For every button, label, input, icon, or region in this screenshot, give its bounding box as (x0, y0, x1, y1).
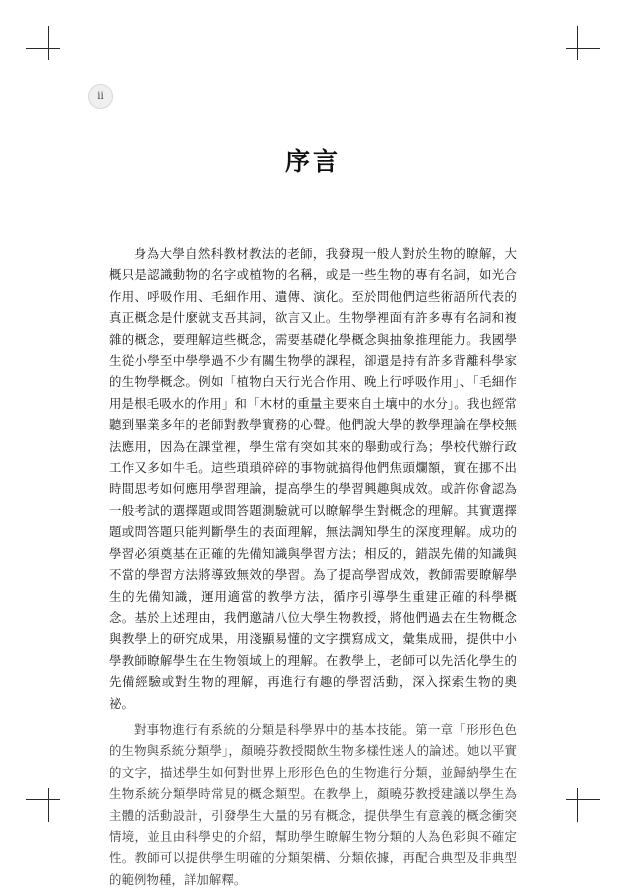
crop-mark-bottom-left (26, 788, 60, 822)
paragraph: 對事物進行有系統的分類是科學界中的基本技能。第一章「形形色色的生物與系統分類學」，顏曉芬教授閱飲生物多樣性迷人的論述。她以平實的文字，描述學生如何對世界上形形色色的生物進行分類，並歸納學生在生物系統分類學時常見的概念類型。在教學上，顏曉芬教授建議以學生為主體的活動設計，引發學生大量的另有概念，提供學生有意義的概念衝突情境，並且由科學史的介紹，幫助學生瞭解生物分類的人為色彩與不確定性。教師可以提供學生明確的分類架構、分類依據，再配合典型及非典型的範例物種，詳加解釋。 (109, 721, 517, 887)
crop-mark-top-right (566, 26, 600, 60)
page-number: ii (88, 84, 113, 109)
body-text (109, 243, 517, 891)
crop-mark-top-left (26, 26, 60, 60)
crop-mark-bottom-right (566, 788, 600, 822)
paragraph: 身為大學自然科教材教法的老師，我發現一般人對於生物的瞭解，大概只是認識動物的名字或植物的名稱，或是一些生物的專有名詞，如光合作用、呼吸作用、毛細作用、遺傳、演化。至於問他們這些術語所代表的真正概念是什麼就支吾其詞，欲言又止。生物學裡面有許多專有名詞和複雜的概念，要理解這些概念，需要基礎化學概念與抽象推理能力。我國學生從小學至中學學過不少有關生物學的課程，卻還是持有許多背離科學家的生物學概念。例如「植物白天行光合作用、晚上行呼吸作用」、「毛細作用是根毛吸水的作用」和「木材的重量主要來自土壤中的水分」。我也經常聽到畢業多年的老師對教學實務的心聲。他們說大學的教學理論在學校無法應用，因為在課堂裡，學生常有突如其來的舉動或行為；學校代辦行政工作又多如牛毛。這些瑣瑣碎碎的事物就搞得他們焦頭爛額，實在挪不出時間思考如何應用學習理論，提高學生的學習興趣與成效。或許你會認為一般考試的選擇題或問答題測驗就可以瞭解學生對概念的理解。其實選擇題或問答題只能判斷學生的表面理解，無法調知學生的深度理解。成功的學習必須奠基在正確的先備知識與學習方法；相反的，錯誤先備的知識與不當的學習方法將導致無效的學習。為了提高學習成效，教師需要瞭解學生的先備知識，運用適當的教學方法，循序引導學生重建正確的科學概念。基於上述理由，我們邀請八位大學生物教授，將他們過去在生物概念與教學上的研究成果，用淺顯易懂的文字撰寫成文，彙集成冊，提供中小學教師瞭解學生在生物領域上的理解。在教學上，老師可以先活化學生的先備經驗或對生物的理解，再進行有趣的學習活動，深入探索生物的奧祕。 (109, 246, 517, 711)
page-title: 序言 (284, 147, 341, 176)
